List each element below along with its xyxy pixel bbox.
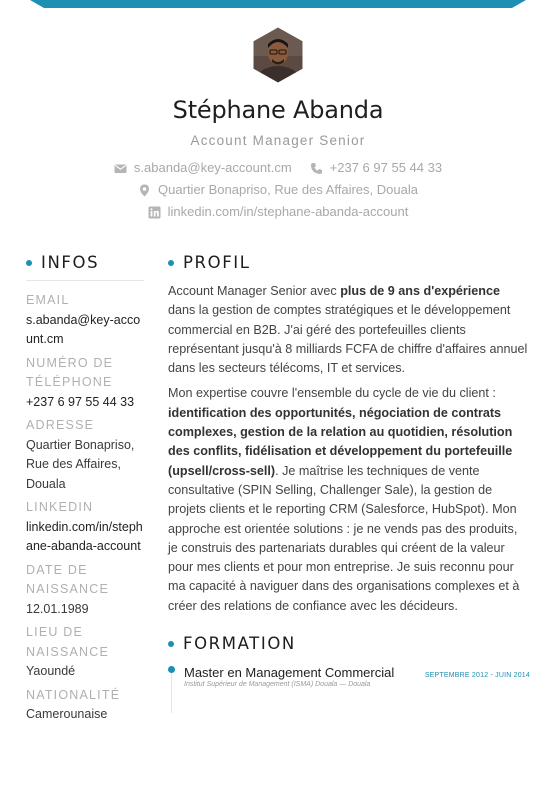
profil-paragraph-1: [168, 282, 530, 378]
main-content: [168, 253, 530, 688]
info-value-phone[interactable]: +237 6 97 55 44 33: [26, 394, 135, 409]
info-value-email[interactable]: s.abanda@key-account.cm: [26, 312, 141, 346]
cv-header: [0, 26, 556, 223]
info-label-nationality: NATIONALITÉ: [26, 687, 121, 702]
info-label-address: ADRESSE: [26, 418, 95, 432]
contact-linkedin-text: linkedin.com/in/stephane-abanda-account: [167, 204, 409, 219]
profil-p1-text: Account Manager Senior avec: [168, 284, 341, 298]
contact-block: [0, 157, 556, 223]
contact-address: [138, 179, 418, 201]
timeline-line: [171, 671, 172, 713]
contact-email-text: s.abanda@key-account.cm: [133, 160, 292, 175]
info-label-phone: NUMÉRO DE TÉLÉPHONE: [26, 355, 114, 389]
contact-linkedin[interactable]: [148, 201, 409, 223]
info-value-linkedin[interactable]: linkedin.com/in/stephane-abanda-account: [26, 519, 143, 553]
timeline-dot-icon: [168, 666, 175, 673]
info-value-birthdate: 12.01.1989: [26, 601, 89, 616]
info-value-address: Quartier Bonapriso, Rue des Affaires, Douala: [26, 437, 135, 491]
info-label-email: EMAIL: [26, 293, 70, 307]
sidebar-infos: [26, 253, 144, 725]
phone-icon: [310, 162, 323, 175]
profil-p2-text: Mon expertise couvre l'ensemble du cycle de vie du client :: [168, 386, 496, 401]
profil-p1-highlight: plus de 9 ans d'expérience: [340, 284, 501, 298]
bullet-dot-icon: [168, 641, 174, 647]
education-entry: [168, 665, 530, 688]
contact-address-text: Quartier Bonapriso, Rue des Affaires, Douala: [158, 182, 418, 197]
section-title-profil: [168, 253, 530, 272]
info-label-birthdate: DATE DE NAISSANCE: [26, 562, 110, 596]
section-title-infos: [26, 253, 144, 281]
job-title: Account Manager Senior: [190, 133, 366, 148]
profil-p1-text-end: dans la gestion de comptes stratégiques et le développement commercial en B2B. J'ai géré des portefeuilles clients représentant jusqu'à 8 milliards FCFA de chiffre d'affaires annuel dans les secteurs télécoms, IT et services.: [168, 303, 528, 376]
info-label-birthplace: LIEU DE NAISSANCE: [26, 625, 110, 659]
avatar: [249, 26, 307, 84]
header-accent-band: [0, 0, 556, 10]
education-dates: SEPTEMBRE 2012 - JUIN 2014: [424, 672, 530, 680]
education-school: Institut Supérieur de Management (ISMA) Douala — Douala: [184, 681, 371, 689]
education-degree: Master en Management Commercial: [184, 665, 395, 681]
profil-p2-highlight: identification des opportunités, négociation de contrats complexes, gestion de la relation au quotidien, résolution des conflits, fidélisation et développement du portefeuille (upsell/cross-sell): [168, 405, 513, 478]
section-title-formation: [168, 634, 530, 653]
contact-phone[interactable]: [310, 157, 442, 179]
contact-email[interactable]: [114, 157, 292, 179]
section-title-text: INFOS: [41, 253, 100, 272]
formation-section: [168, 634, 530, 688]
section-title-text: FORMATION: [183, 634, 296, 654]
info-label-linkedin: LINKEDIN: [26, 500, 94, 514]
info-list: [26, 291, 144, 725]
profil-p2-text-end: . Je maîtrise les techniques de vente consultative (SPIN Selling, Challenger Sale), la gestion de projets clients et le reporting CRM (Salesforce, HubSpot). Mon approche est orientée solutions : je ne vends pas des produits, je construis des partenariats durables qui créent de la valeur pour mes clients et pour mon entreprise. Je suis reconnu pour ma capacité à naviguer dans des organisations complexes et à créer des relations de confiance avec les décideurs.: [168, 463, 520, 613]
linkedin-icon: [148, 206, 161, 219]
info-value-nationality: Camerounaise: [26, 707, 108, 721]
bullet-dot-icon: [168, 260, 174, 266]
map-pin-icon: [138, 184, 151, 197]
full-name: Stéphane Abanda: [172, 96, 384, 124]
bullet-dot-icon: [26, 260, 32, 266]
profil-paragraph-2: [168, 384, 530, 616]
contact-phone-text: +237 6 97 55 44 33: [329, 160, 443, 175]
info-value-birthplace: Yaoundé: [26, 664, 76, 678]
section-title-text: PROFIL: [183, 253, 251, 272]
envelope-icon: [114, 162, 127, 175]
